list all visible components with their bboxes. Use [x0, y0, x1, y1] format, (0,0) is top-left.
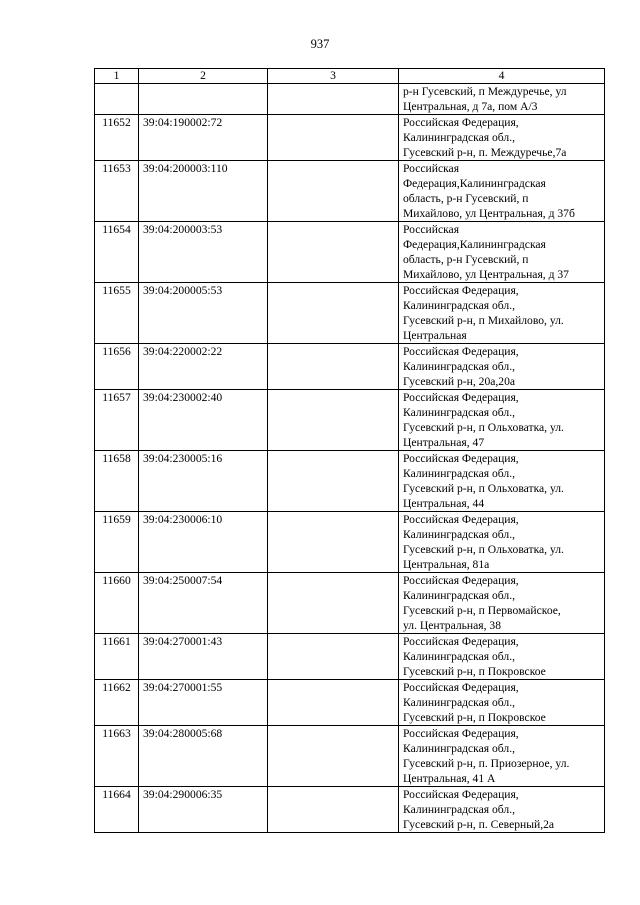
address-line: Российская Федерация, [403, 788, 519, 801]
address-cell [399, 573, 605, 634]
address-line: Калининградская обл., [403, 528, 515, 541]
cadastral-number: 39:04:250007:54 [139, 573, 268, 634]
table-body [95, 84, 605, 833]
address-line: Гусевский р-н, п Покровское [403, 711, 546, 724]
address-line: Центральная, 41 А [403, 772, 496, 785]
column-3-cell [268, 222, 399, 283]
address-line: Федерация,Калининградская [403, 177, 546, 190]
address-line: область, р-н Гусевский, п [403, 192, 529, 205]
row-number: 11657 [95, 390, 139, 451]
address-line: Российская Федерация, [403, 284, 519, 297]
table-row [95, 390, 605, 451]
address-line: Калининградская обл., [403, 589, 515, 602]
page-number: 937 [310, 37, 330, 51]
address-line: Российская Федерация, [403, 574, 519, 587]
address-line: Гусевский р-н, п. Междуречье,7а [403, 146, 567, 159]
address-line: Калининградская обл., [403, 650, 515, 663]
cadastral-number: 39:04:200005:53 [139, 283, 268, 344]
row-number: 11653 [95, 161, 139, 222]
cadastral-number: 39:04:290006:35 [139, 787, 268, 833]
cadastral-number [139, 84, 268, 115]
table-row [95, 512, 605, 573]
address-line: область, р-н Гусевский, п [403, 253, 529, 266]
address-line: р-н Гусевский, п Междуречье, ул [403, 85, 567, 98]
address-line: Российская Федерация, [403, 391, 519, 404]
address-cell [399, 726, 605, 787]
header-col-1: 1 [95, 69, 139, 84]
address-cell [399, 680, 605, 726]
column-3-cell [268, 390, 399, 451]
column-3-cell [268, 634, 399, 680]
cadastral-number: 39:04:230002:40 [139, 390, 268, 451]
address-line: Центральная [403, 329, 467, 342]
address-cell [399, 222, 605, 283]
column-3-cell [268, 161, 399, 222]
address-cell [399, 787, 605, 833]
row-number: 11654 [95, 222, 139, 283]
cadastral-number: 39:04:280005:68 [139, 726, 268, 787]
address-line: Российская Федерация, [403, 452, 519, 465]
address-line: Федерация,Калининградская [403, 238, 546, 251]
address-line: Российская Федерация, [403, 681, 519, 694]
address-line: Калининградская обл., [403, 467, 515, 480]
column-3-cell [268, 787, 399, 833]
column-3-cell [268, 283, 399, 344]
table-row [95, 344, 605, 390]
row-number: 11659 [95, 512, 139, 573]
address-cell [399, 634, 605, 680]
table-row [95, 726, 605, 787]
cadastral-number: 39:04:230006:10 [139, 512, 268, 573]
address-cell [399, 390, 605, 451]
table-row [95, 634, 605, 680]
address-cell [399, 344, 605, 390]
address-line: Калининградская обл., [403, 299, 515, 312]
address-line: Гусевский р-н, п Ольховатка, ул. [403, 482, 564, 495]
table-row [95, 680, 605, 726]
cadastral-number: 39:04:220002:22 [139, 344, 268, 390]
cadastral-number: 39:04:200003:110 [139, 161, 268, 222]
cadastral-number: 39:04:190002:72 [139, 115, 268, 161]
address-line: Гусевский р-н, п Ольховатка, ул. [403, 421, 564, 434]
table-row [95, 573, 605, 634]
address-line: Российская Федерация, [403, 345, 519, 358]
row-number: 11663 [95, 726, 139, 787]
row-number: 11664 [95, 787, 139, 833]
address-line: Центральная, д 7а, пом А/3 [403, 100, 538, 113]
table-row [95, 222, 605, 283]
column-3-cell [268, 84, 399, 115]
column-3-cell [268, 512, 399, 573]
table-row [95, 115, 605, 161]
address-line: Гусевский р-н, 20а,20а [403, 375, 516, 388]
registry-table [94, 68, 605, 833]
address-line: Калининградская обл., [403, 803, 515, 816]
address-line: Калининградская обл., [403, 406, 515, 419]
address-line: Гусевский р-н, п Покровское [403, 665, 546, 678]
table-header-row [95, 69, 605, 84]
address-cell [399, 161, 605, 222]
column-3-cell [268, 680, 399, 726]
table-row [95, 84, 605, 115]
address-line: Михайлово, ул Центральная, д 37б [403, 207, 575, 220]
cadastral-number: 39:04:270001:55 [139, 680, 268, 726]
address-line: Центральная, 47 [403, 436, 485, 449]
table-row [95, 161, 605, 222]
column-3-cell [268, 726, 399, 787]
column-3-cell [268, 451, 399, 512]
table-row [95, 283, 605, 344]
address-line: Гусевский р-н, п. Северный,2а [403, 818, 555, 831]
address-cell [399, 512, 605, 573]
header-col-2: 2 [139, 69, 268, 84]
address-line: Центральная, 44 [403, 497, 485, 510]
address-line: Российская Федерация, [403, 727, 519, 740]
address-line: Калининградская обл., [403, 696, 515, 709]
address-cell [399, 115, 605, 161]
column-3-cell [268, 344, 399, 390]
row-number: 11660 [95, 573, 139, 634]
row-number [95, 84, 139, 115]
address-line: Российская Федерация, [403, 635, 519, 648]
address-line: Калининградская обл., [403, 131, 515, 144]
row-number: 11658 [95, 451, 139, 512]
column-3-cell [268, 573, 399, 634]
address-cell [399, 283, 605, 344]
address-line: Российская [403, 162, 460, 175]
column-3-cell [268, 115, 399, 161]
address-line: ул. Центральная, 38 [403, 619, 501, 632]
table-row [95, 787, 605, 833]
header-col-4: 4 [399, 69, 605, 84]
address-line: Российская [403, 223, 460, 236]
row-number: 11652 [95, 115, 139, 161]
address-cell [399, 84, 605, 115]
table-row [95, 451, 605, 512]
address-line: Гусевский р-н, п Михайлово, ул. [403, 314, 564, 327]
address-line: Гусевский р-н, п. Приозерное, ул. [403, 757, 570, 770]
address-line: Гусевский р-н, п Первомайское, [403, 604, 561, 617]
address-cell [399, 451, 605, 512]
header-col-3: 3 [268, 69, 399, 84]
cadastral-number: 39:04:270001:43 [139, 634, 268, 680]
address-line: Калининградская обл., [403, 360, 515, 373]
row-number: 11662 [95, 680, 139, 726]
row-number: 11655 [95, 283, 139, 344]
address-line: Михайлово, ул Центральная, д 37 [403, 268, 569, 281]
address-line: Гусевский р-н, п Ольховатка, ул. [403, 543, 564, 556]
row-number: 11656 [95, 344, 139, 390]
address-line: Центральная, 81а [403, 558, 490, 571]
cadastral-number: 39:04:230005:16 [139, 451, 268, 512]
address-line: Калининградская обл., [403, 742, 515, 755]
cadastral-number: 39:04:200003:53 [139, 222, 268, 283]
address-line: Российская Федерация, [403, 116, 519, 129]
row-number: 11661 [95, 634, 139, 680]
address-line: Российская Федерация, [403, 513, 519, 526]
